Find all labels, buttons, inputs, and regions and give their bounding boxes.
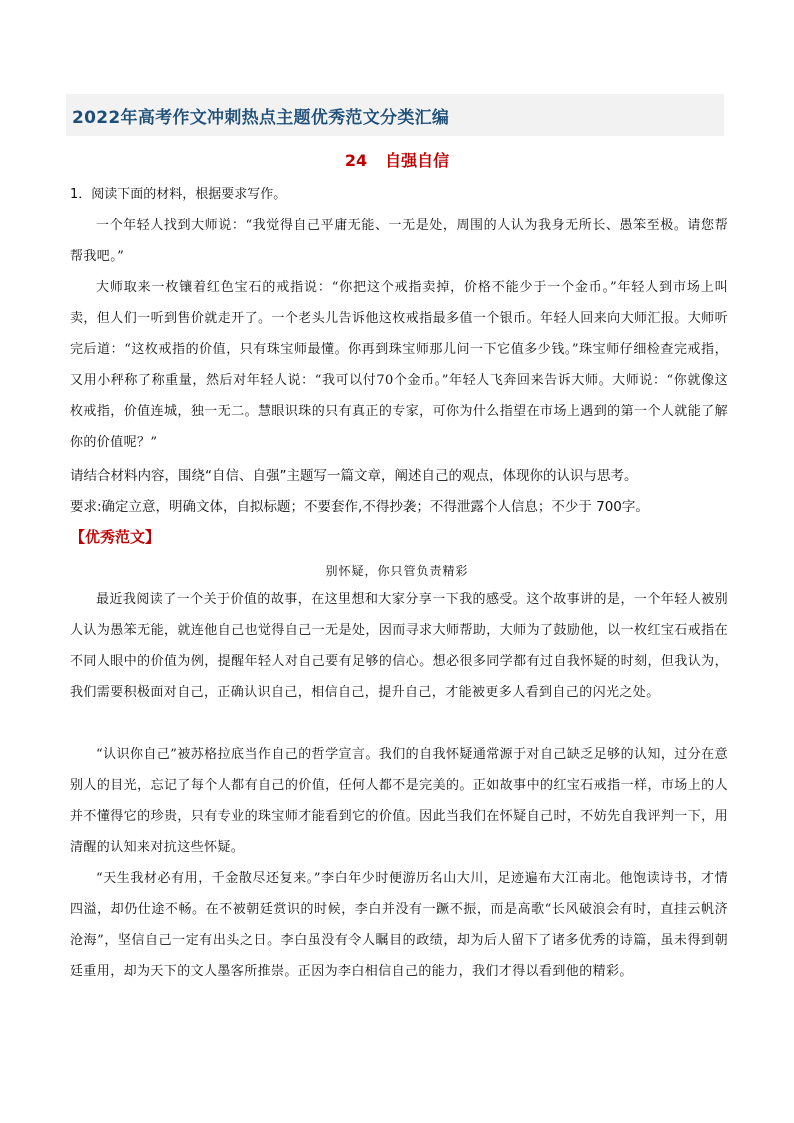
- essay-title: 别怀疑，你只管负责精彩: [325, 564, 469, 578]
- topic-number: 24: [344, 151, 368, 170]
- essay-paragraph-2: “认识你自己”被苏格拉底当作自己的哲学宣言。我们的自我怀疑通常源于对自己缺乏足够的认知，过分在意别人的目光，忘记了每个人都有自己的价值，任何人都不是完美的。正如故事中的红宝石戒指一样，市场上的人并不懂得它的珍贵，只有专业的珠宝师才能看到它的价值。因此当我们在怀疑自己时，不妨先自我评判一下，用清醒的认知来对抗这些怀疑。: [70, 747, 728, 855]
- topic-title: 自强自信: [385, 151, 450, 170]
- material-paragraph-1: 一个年轻人找到大师说：“我觉得自己平庸无能、一无是处，周围的人认为我身无所长、愚笨至极。请您帮帮我吧。”: [70, 218, 728, 264]
- document-header-title: 2022年高考作文冲刺热点主题优秀范文分类汇编: [72, 108, 450, 128]
- question-line: 1．阅读下面的材料，根据要求写作。: [70, 187, 287, 202]
- material-paragraph-2: 大师取来一枚镶着红色宝石的戒指说：“你把这个戒指卖掉，价格不能少于一个金币。”年轻人到市场上叫卖，但人们一听到售价就走开了。一个老头儿告诉他这枚戒指最多值一个银币。年轻人回来向大师汇报。大师听完后道：“这枚戒指的价值，只有珠宝师最懂。你再到珠宝师那儿问一下它值多少钱。”珠宝师仔细检查完戒指，又用小秤称了称重量，然后对年轻人说：“我可以付70个金币。”年轻人飞奔回来告诉大师。大师说：“你就像这枚戒指，价值连城，独一无二。慧眼识珠的只有真正的专家，可你为什么指望在市场上遇到的第一个人就能了解你的价值呢？”: [70, 280, 728, 450]
- essay-paragraph-3: “天生我材必有用，千金散尽还复来。”李白年少时便游历名山大川，足迹遍布大江南北。他饱读诗书，才情四溢，却仍仕途不畅。在不被朝廷赏识的时候，李白并没有一蹶不振，而是高歌“长风破浪会有时，直挂云帆济沧海”，坚信自己一定有出头之日。李白虽没有令人瞩目的政绩，却为后人留下了诸多优秀的诗篇，虽未得到朝廷重用，却为天下的文人墨客所推崇。正因为李白相信自己的能力，我们才得以看到他的精彩。: [70, 871, 728, 979]
- essay-paragraph-1: 最近我阅读了一个关于价值的故事，在这里想和大家分享一下我的感受。这个故事讲的是，一个年轻人被别人认为愚笨无能，就连他自己也觉得自己一无是处，因而寻求大师帮助，大师为了鼓励他，以一枚红宝石戒指在不同人眼中的价值为例，提醒年轻人对自己要有足够的信心。想必很多同学都有过自我怀疑的时刻，但我认为，我们需要积极面对自己，正确认识自己，相信自己，提升自己，才能被更多人看到自己的闪光之处。: [70, 592, 728, 700]
- requirement-text: 要求:确定立意，明确文体，自拟标题；不要套作,不得抄袭；不得泄露个人信息；不少于 700字。: [70, 499, 649, 515]
- instruction-text: 请结合材料内容，围绕“自信、自强”主题写一篇文章，阐述自己的观点，体现你的认识与思考。: [70, 468, 638, 484]
- topic-heading: [0, 148, 794, 171]
- sample-essay-tag: 【优秀范文】: [70, 528, 161, 546]
